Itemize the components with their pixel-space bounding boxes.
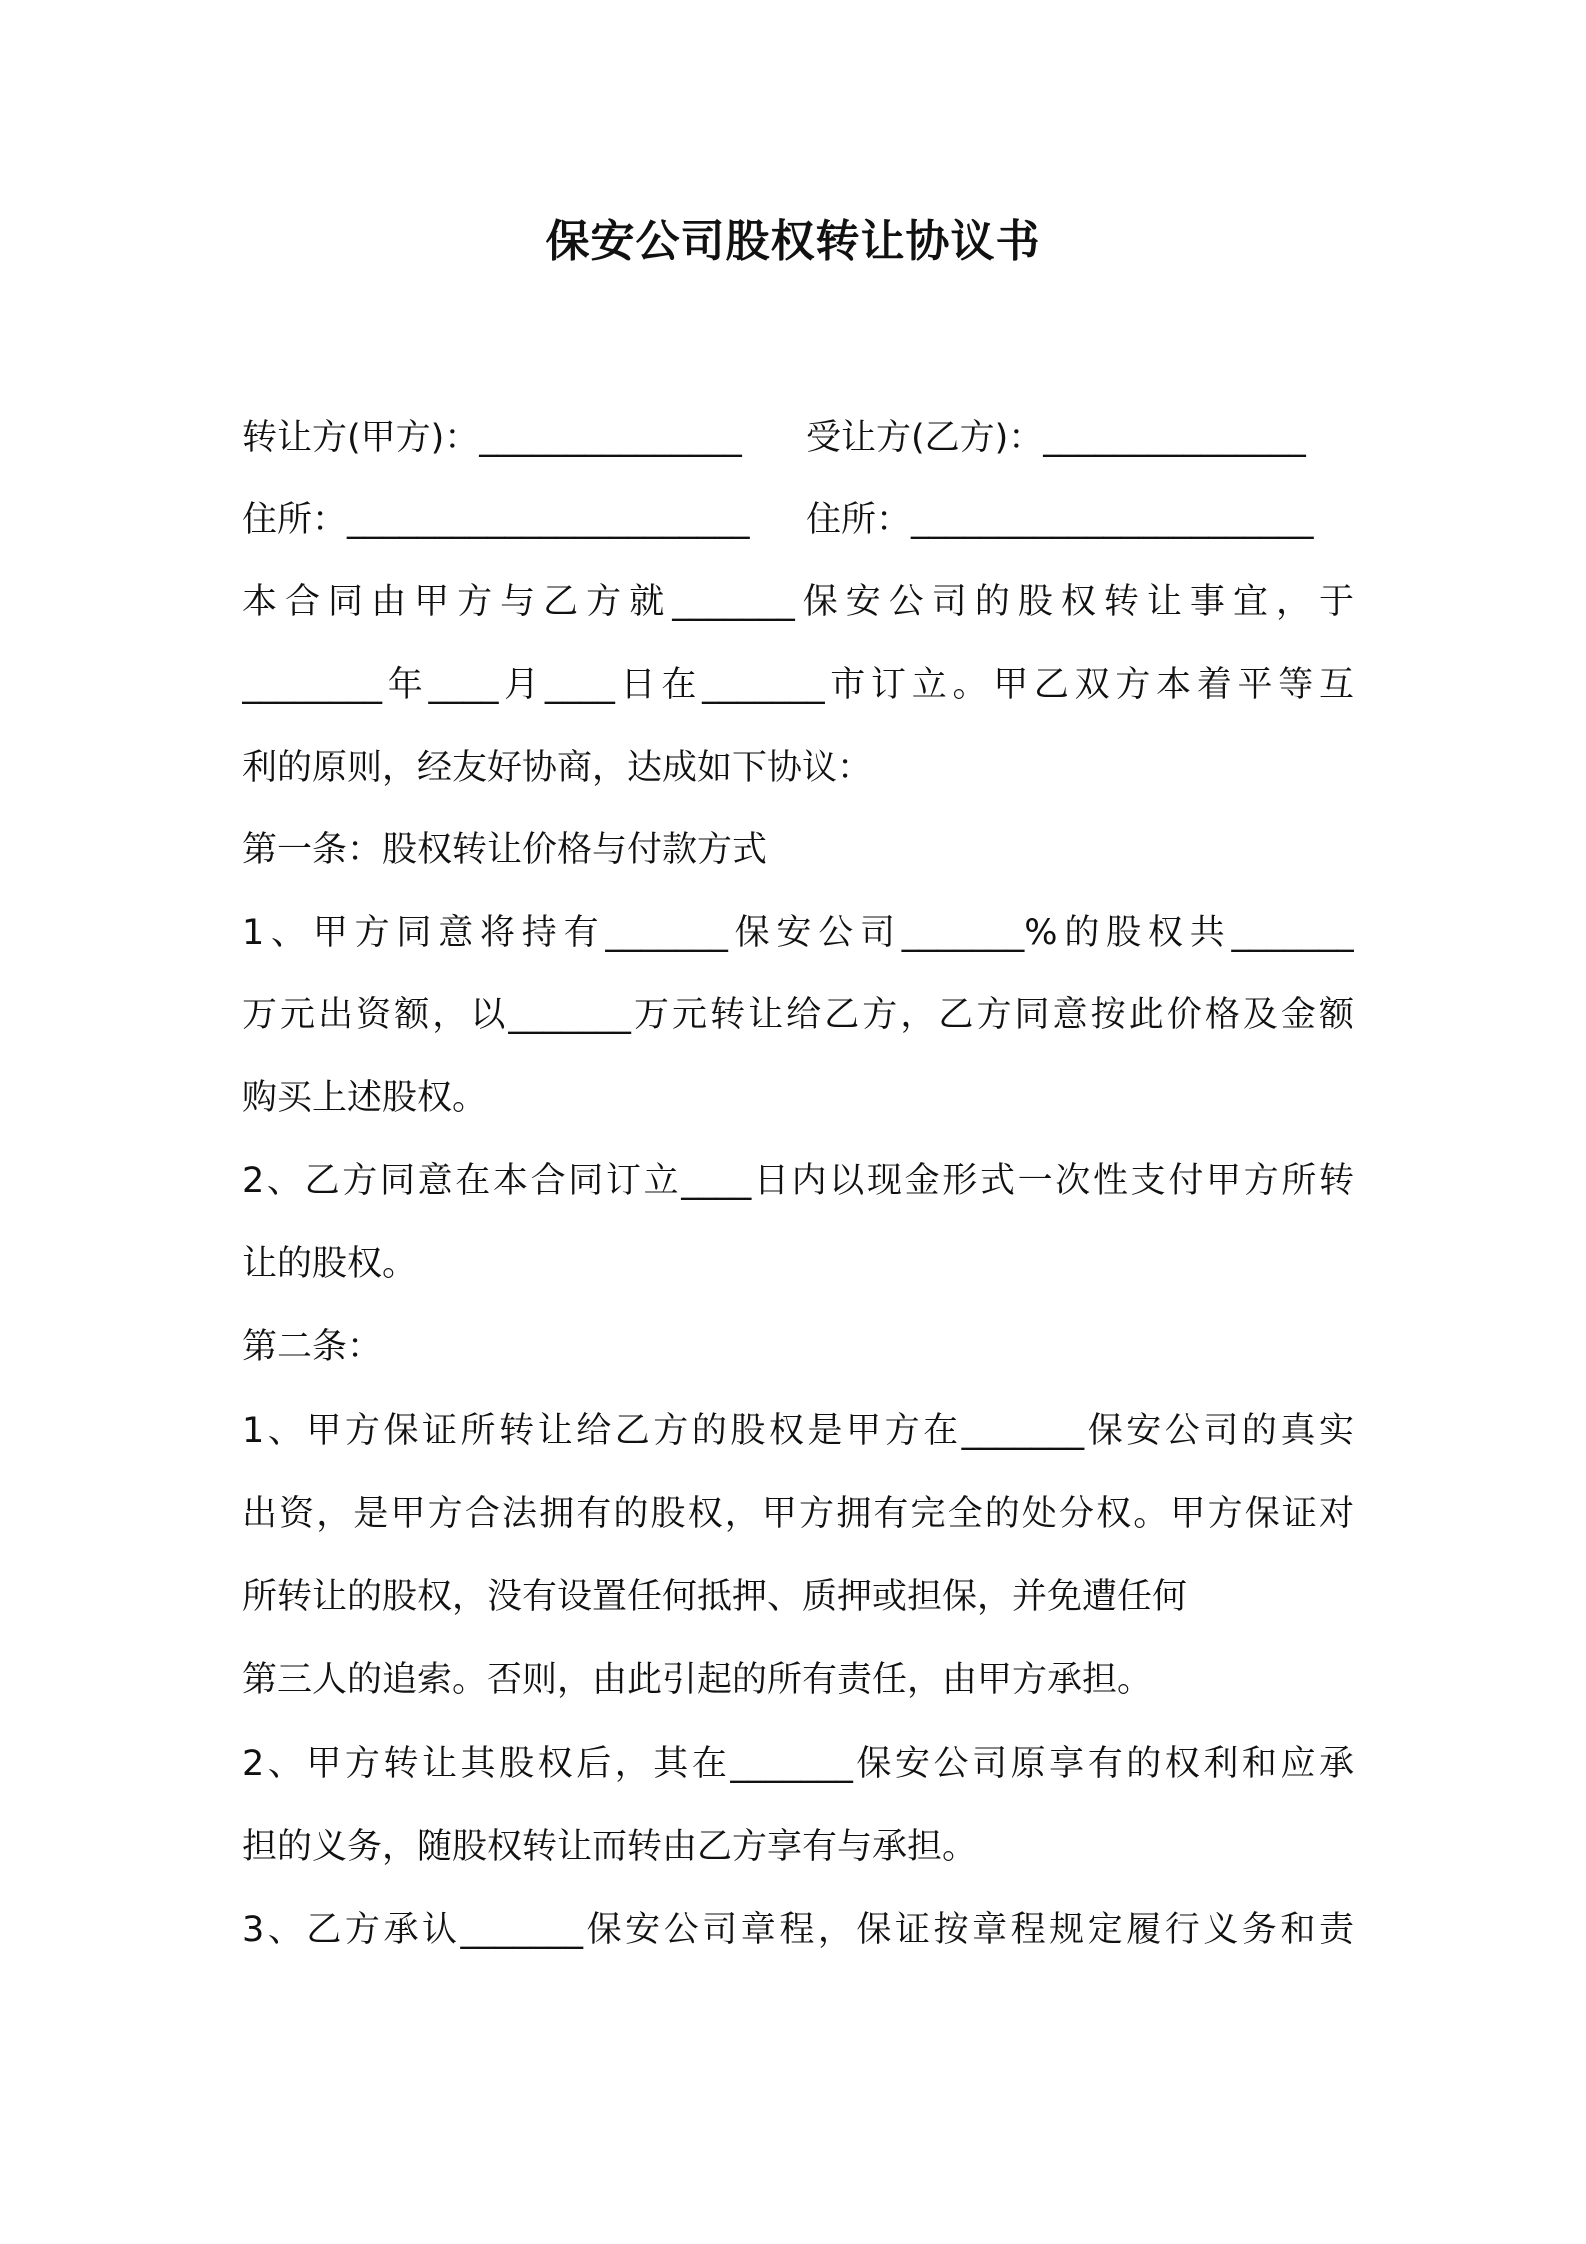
body-line: 所转让的股权，没有设置任何抵押、质押或担保，并免遭任何 [242,1577,1188,1617]
transferor-address: 住所：_______________________ [242,500,750,540]
body-line: 1、甲方保证所转让给乙方的股权是甲方在_______保安公司的真实 [242,1411,1354,1451]
section-heading: 第一条：股权转让价格与付款方式 [242,830,768,870]
body-line: 1、甲方同意将持有_______保安公司_______%的股权共_______ [242,913,1354,953]
transferor-label: 转让方(甲方)：_______________ [242,418,742,458]
body-line: 购买上述股权。 [242,1078,488,1118]
body-line: 担的义务，随股权转让而转由乙方享有与承担。 [242,1827,978,1867]
body-line: 万元出资额，以_______万元转让给乙方，乙方同意按此价格及金额 [242,995,1354,1035]
body-line: 2、甲方转让其股权后，其在_______保安公司原享有的权利和应承 [242,1744,1354,1784]
body-line: 利的原则，经友好协商，达成如下协议： [242,748,873,788]
body-line: 本合同由甲方与乙方就_______保安公司的股权转让事宜，于 [242,582,1354,622]
body-line: ________年____月____日在_______市订立。甲乙双方本着平等互 [242,665,1354,705]
document-title: 保安公司股权转让协议书 [545,216,1041,267]
transferee-address: 住所：_______________________ [806,500,1314,540]
body-line: 出资，是甲方合法拥有的股权，甲方拥有完全的处分权。甲方保证对 [242,1494,1354,1534]
body-line: 2、乙方同意在本合同订立____日内以现金形式一次性支付甲方所转 [242,1161,1354,1201]
transferee-label: 受让方(乙方)：_______________ [806,418,1306,458]
section-heading: 第二条： [242,1327,383,1367]
body-line: 让的股权。 [242,1244,418,1284]
body-line: 3、乙方承认_______保安公司章程，保证按章程规定履行义务和责 [242,1910,1354,1950]
body-line: 第三人的追索。否则，由此引起的所有责任，由甲方承担。 [242,1660,1153,1700]
